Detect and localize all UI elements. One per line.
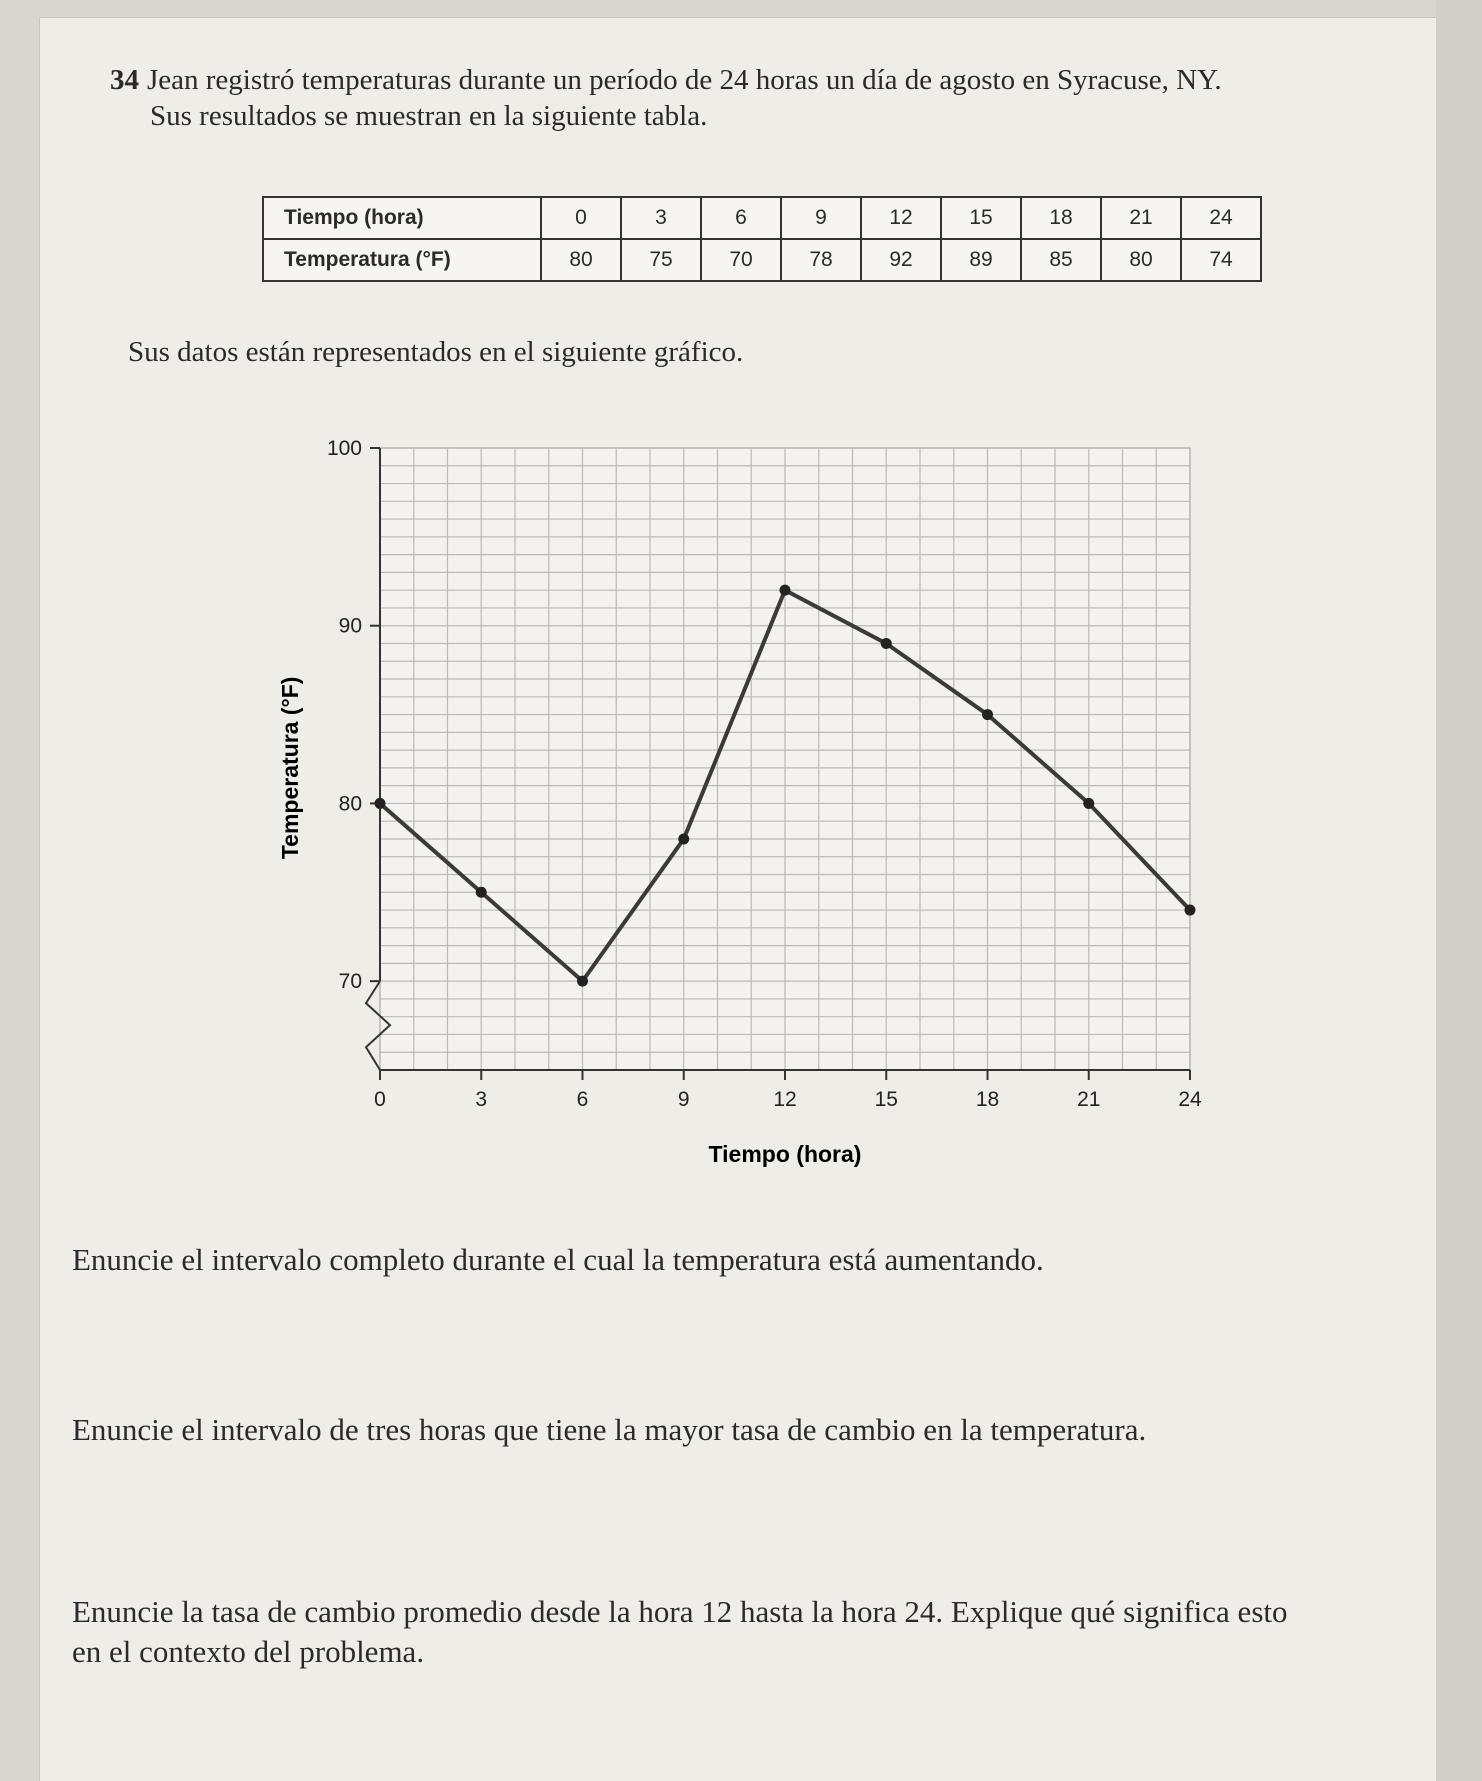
time-cell: 9 (781, 197, 861, 239)
question-3-line-1: Enuncie la tasa de cambio promedio desde la hora 12 hasta la hora 24. Explique qué significa esto (72, 1594, 1288, 1629)
x-tick-label: 18 (975, 1088, 1000, 1111)
x-tick-label: 21 (1077, 1088, 1101, 1111)
question-3 (72, 1592, 1402, 1672)
intro-line-2: Sus resultados se muestran en la siguiente tabla. (150, 100, 708, 132)
x-tick-label: 9 (677, 1088, 690, 1111)
problem-number: 34 (110, 64, 139, 96)
temperature-cell: 89 (941, 239, 1021, 281)
time-cell: 18 (1021, 197, 1101, 239)
time-row (263, 197, 1261, 239)
temperature-cell: 75 (621, 239, 701, 281)
x-axis-title: Tiempo (hora) (708, 1141, 862, 1167)
intro-line-1: Jean registró temperaturas durante un período de 24 horas un día de agosto en Syracuse, NY. (147, 64, 1222, 96)
time-cell: 24 (1181, 197, 1261, 239)
page-edge (1436, 0, 1482, 1781)
temperature-row (263, 239, 1261, 281)
temperature-cell: 92 (861, 239, 941, 281)
question-1 (72, 1240, 1402, 1280)
question-2-text: Enuncie el intervalo de tres horas que tiene la mayor tasa de cambio en la temperatura. (72, 1412, 1147, 1447)
time-cell: 3 (621, 197, 701, 239)
data-point (881, 638, 892, 649)
temperature-cell: 70 (701, 239, 781, 281)
graph-intro: Sus datos están representados en el siguiente gráfico. (128, 336, 744, 368)
temperature-line-chart (270, 420, 1230, 1200)
temperature-row-header: Temperatura (°F) (263, 239, 541, 281)
problem-intro (110, 62, 1430, 134)
y-tick-label: 80 (338, 792, 362, 816)
time-row-header: Tiempo (hora) (263, 197, 541, 239)
time-cell: 6 (701, 197, 781, 239)
time-cell: 21 (1101, 197, 1181, 239)
question-3-line-2: en el contexto del problema. (72, 1634, 425, 1669)
data-table (262, 196, 1262, 282)
x-tick-label: 24 (1178, 1088, 1202, 1111)
data-point (1185, 905, 1196, 916)
x-tick-label: 6 (576, 1088, 589, 1111)
question-1-text: Enuncie el intervalo completo durante el cual la temperatura está aumentando. (72, 1242, 1044, 1277)
x-tick-label: 3 (475, 1088, 488, 1111)
time-cell: 0 (541, 197, 621, 239)
question-2 (72, 1410, 1402, 1450)
y-tick-label: 90 (338, 614, 362, 638)
x-tick-label: 0 (374, 1088, 386, 1111)
x-tick-label: 12 (773, 1088, 797, 1111)
data-point (375, 798, 386, 809)
y-tick-label: 70 (338, 970, 362, 994)
data-point (982, 709, 993, 720)
x-tick-label: 15 (874, 1088, 898, 1111)
data-point (780, 585, 791, 596)
temperature-cell: 85 (1021, 239, 1101, 281)
temperature-cell: 74 (1181, 239, 1261, 281)
temperature-cell: 80 (541, 239, 621, 281)
temperature-cell: 80 (1101, 239, 1181, 281)
temperature-cell: 78 (781, 239, 861, 281)
data-point (476, 887, 487, 898)
data-point (577, 976, 588, 987)
y-axis-title: Temperatura (°F) (277, 676, 303, 860)
time-cell: 15 (941, 197, 1021, 239)
y-tick-label: 100 (326, 437, 362, 460)
data-point (1083, 798, 1094, 809)
data-point (678, 833, 689, 844)
time-cell: 12 (861, 197, 941, 239)
